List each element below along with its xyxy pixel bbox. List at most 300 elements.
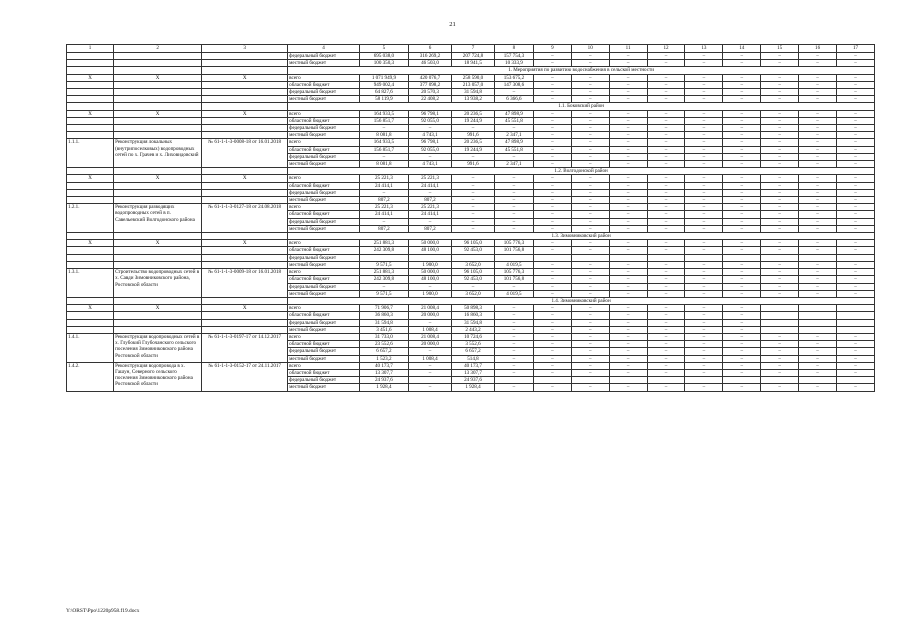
table-row (67, 117, 875, 124)
permit-number-cell (202, 247, 288, 254)
amount-cell: – (494, 333, 533, 340)
amount-cell (685, 254, 723, 261)
section-title: 1.1. Боковский район (288, 103, 875, 110)
permit-number-cell: Х (202, 240, 288, 247)
table-row (67, 81, 875, 88)
amount-cell: – (571, 132, 609, 139)
amount-cell: – (723, 60, 761, 67)
amount-cell: – (533, 197, 571, 204)
file-path-footer: Y:\ORST\Ppo\1220p958.f19.docx (66, 608, 140, 614)
amount-cell: – (609, 240, 647, 247)
item-number-cell (67, 189, 114, 196)
amount-cell: – (609, 305, 647, 312)
amount-cell: – (359, 218, 408, 225)
funding-source-cell: областной бюджет (288, 146, 360, 153)
amount-cell (799, 377, 837, 384)
amount-cell: 2 347,1 (494, 132, 533, 139)
amount-cell: – (494, 197, 533, 204)
amount-cell: – (837, 60, 875, 67)
amount-cell: – (571, 348, 609, 355)
amount-cell: – (494, 218, 533, 225)
amount-cell (408, 377, 451, 384)
amount-cell: – (647, 355, 685, 362)
amount-cell: 251 881,3 (359, 240, 408, 247)
amount-cell: – (451, 204, 494, 211)
amount-cell: – (761, 384, 799, 391)
amount-cell: – (761, 189, 799, 196)
amount-cell: – (799, 74, 837, 81)
amount-cell: – (571, 326, 609, 333)
amount-cell: – (723, 369, 761, 376)
amount-cell: – (837, 355, 875, 362)
amount-cell: – (799, 283, 837, 290)
amount-cell: 16 860,3 (451, 312, 494, 319)
amount-cell: – (571, 384, 609, 391)
item-number-cell: 1.4.1. (67, 333, 114, 362)
amount-cell: – (647, 125, 685, 132)
permit-number-cell (202, 53, 288, 60)
amount-cell: – (533, 312, 571, 319)
amount-cell: 991,6 (451, 161, 494, 168)
amount-cell: – (533, 240, 571, 247)
amount-cell: – (837, 362, 875, 369)
amount-cell: – (685, 153, 723, 160)
amount-cell: 48 100,0 (408, 276, 451, 283)
amount-cell: – (609, 60, 647, 67)
amount-cell: – (685, 110, 723, 117)
amount-cell (609, 254, 647, 261)
permit-number-cell: № 61-1-1-3-0197-17 от 14.12.2017 (202, 333, 288, 362)
amount-cell: – (685, 319, 723, 326)
amount-cell: – (609, 283, 647, 290)
amount-cell: – (494, 326, 533, 333)
amount-cell: – (799, 175, 837, 182)
column-number-cell: 11 (609, 45, 647, 53)
amount-cell: – (647, 153, 685, 160)
item-number-cell (67, 96, 114, 103)
amount-cell: 58 119,9 (359, 96, 408, 103)
amount-cell: – (723, 319, 761, 326)
funding-source-cell: федеральный бюджет (288, 377, 360, 384)
amount-cell: – (761, 146, 799, 153)
amount-cell: – (533, 146, 571, 153)
amount-cell: 31 733,0 (359, 333, 408, 340)
amount-cell: – (837, 53, 875, 60)
amount-cell: – (837, 161, 875, 168)
object-name-cell (114, 89, 202, 96)
amount-cell: – (799, 333, 837, 340)
item-number-cell (67, 182, 114, 189)
amount-cell: – (494, 153, 533, 160)
amount-cell: – (799, 60, 837, 67)
amount-cell: – (647, 139, 685, 146)
amount-cell: – (799, 53, 837, 60)
amount-cell (571, 377, 609, 384)
amount-cell: – (533, 218, 571, 225)
funding-source-cell: местный бюджет (288, 290, 360, 297)
permit-number-cell (202, 254, 288, 261)
amount-cell: – (609, 197, 647, 204)
amount-cell: – (647, 110, 685, 117)
amount-cell: – (571, 218, 609, 225)
section-row (67, 233, 875, 240)
permit-number-cell: Х (202, 175, 288, 182)
amount-cell: – (571, 74, 609, 81)
amount-cell: – (837, 81, 875, 88)
amount-cell: 164 933,5 (359, 110, 408, 117)
section-row (67, 67, 875, 74)
amount-cell: – (533, 110, 571, 117)
amount-cell: – (799, 182, 837, 189)
item-number-cell (67, 81, 114, 88)
object-name-cell: Реконструкция разводящих водопроводных сетей в п. Савельевский Волгодонского района (114, 204, 202, 233)
table-row (67, 125, 875, 132)
amount-cell: – (799, 276, 837, 283)
amount-cell: – (408, 283, 451, 290)
table-row (67, 189, 875, 196)
table-row (67, 362, 875, 369)
amount-cell: 807,2 (408, 197, 451, 204)
funding-source-cell: местный бюджет (288, 60, 360, 67)
amount-cell: 71 906,7 (359, 305, 408, 312)
amount-cell: – (723, 247, 761, 254)
amount-cell: – (761, 348, 799, 355)
amount-cell: – (571, 355, 609, 362)
amount-cell: – (761, 240, 799, 247)
amount-cell: – (837, 139, 875, 146)
column-number-cell: 17 (837, 45, 875, 53)
amount-cell: – (408, 362, 451, 369)
permit-number-cell (202, 189, 288, 196)
amount-cell: 695 038,0 (359, 53, 408, 60)
amount-cell: – (609, 74, 647, 81)
funding-source-cell: федеральный бюджет (288, 283, 360, 290)
amount-cell: – (761, 89, 799, 96)
amount-cell: – (571, 53, 609, 60)
amount-cell: – (837, 146, 875, 153)
amount-cell: – (723, 355, 761, 362)
amount-cell: 45 551,8 (494, 117, 533, 124)
amount-cell: 50 898,3 (451, 305, 494, 312)
amount-cell: – (533, 139, 571, 146)
amount-cell: – (761, 53, 799, 60)
amount-cell: – (451, 211, 494, 218)
permit-number-cell (202, 261, 288, 268)
amount-cell: 101 756,8 (494, 247, 533, 254)
section-spacer-cell (202, 233, 288, 240)
item-number-cell (67, 261, 114, 268)
amount-cell: – (685, 355, 723, 362)
amount-cell: – (533, 225, 571, 232)
amount-cell: – (533, 247, 571, 254)
object-name-cell: Реконструкция водопроводных сетей в х. Глубокий Глубочанского сельского поселения Зимовниковского района Ростовской области (114, 333, 202, 362)
amount-cell: – (533, 261, 571, 268)
table-row (67, 182, 875, 189)
amount-cell: – (723, 125, 761, 132)
amount-cell: – (533, 211, 571, 218)
amount-cell (494, 377, 533, 384)
amount-cell: – (723, 153, 761, 160)
amount-cell: – (685, 225, 723, 232)
permit-number-cell: № 61-1-1-3-0009-18 от 16.01.2018 (202, 269, 288, 298)
amount-cell: – (609, 261, 647, 268)
amount-cell: – (533, 60, 571, 67)
amount-cell: 36 860,3 (359, 312, 408, 319)
amount-cell: – (723, 161, 761, 168)
amount-cell: – (359, 283, 408, 290)
amount-cell: – (609, 139, 647, 146)
amount-cell: – (647, 247, 685, 254)
amount-cell: – (571, 240, 609, 247)
object-name-cell: Реконструкция водопровода в х. Гашун, Северного сельского поселения Зимовниковского района Ростовской области (114, 362, 202, 391)
amount-cell: – (761, 341, 799, 348)
amount-cell: – (647, 261, 685, 268)
object-name-cell (114, 53, 202, 60)
amount-cell: – (571, 189, 609, 196)
amount-cell: – (723, 96, 761, 103)
funding-source-cell: федеральный бюджет (288, 348, 360, 355)
amount-cell: – (799, 362, 837, 369)
amount-cell: – (494, 211, 533, 218)
item-number-cell (67, 89, 114, 96)
amount-cell: – (533, 333, 571, 340)
table-row (67, 312, 875, 319)
permit-number-cell (202, 182, 288, 189)
amount-cell: – (609, 269, 647, 276)
amount-cell: – (359, 125, 408, 132)
object-name-cell (114, 197, 202, 204)
amount-cell (761, 319, 799, 326)
budget-table-sheet (66, 44, 875, 392)
amount-cell: – (799, 384, 837, 391)
amount-cell: – (761, 369, 799, 376)
amount-cell: – (647, 161, 685, 168)
amount-cell: – (533, 81, 571, 88)
amount-cell: 92 055,0 (408, 117, 451, 124)
amount-cell: – (609, 175, 647, 182)
amount-cell: 3 652,0 (451, 261, 494, 268)
amount-cell: – (609, 290, 647, 297)
amount-cell: 101 756,8 (494, 276, 533, 283)
funding-source-cell: местный бюджет (288, 161, 360, 168)
column-number-cell: 5 (359, 45, 408, 53)
amount-cell (761, 377, 799, 384)
amount-cell: – (647, 89, 685, 96)
amount-cell: – (723, 182, 761, 189)
amount-cell: – (533, 89, 571, 96)
column-number-cell: 14 (723, 45, 761, 53)
amount-cell: 242 309,8 (359, 276, 408, 283)
amount-cell: – (609, 161, 647, 168)
amount-cell: – (571, 341, 609, 348)
table-row (67, 269, 875, 276)
amount-cell: – (837, 204, 875, 211)
amount-cell: – (723, 290, 761, 297)
funding-source-cell: всего (288, 175, 360, 182)
permit-number-cell: Х (202, 74, 288, 81)
amount-cell: – (647, 283, 685, 290)
amount-cell: – (494, 204, 533, 211)
amount-cell: – (685, 89, 723, 96)
amount-cell: – (685, 290, 723, 297)
amount-cell: – (571, 161, 609, 168)
amount-cell: – (408, 384, 451, 391)
amount-cell: 96 105,0 (451, 240, 494, 247)
amount-cell: – (799, 81, 837, 88)
amount-cell (799, 326, 837, 333)
amount-cell: – (571, 139, 609, 146)
funding-source-cell: областной бюджет (288, 247, 360, 254)
amount-cell: – (647, 189, 685, 196)
amount-cell: 40 173,7 (359, 362, 408, 369)
amount-cell: – (685, 276, 723, 283)
amount-cell: – (799, 261, 837, 268)
amount-cell: – (533, 175, 571, 182)
table-row (67, 132, 875, 139)
amount-cell: – (685, 247, 723, 254)
amount-cell: 19 244,9 (451, 146, 494, 153)
amount-cell: 92 453,0 (451, 247, 494, 254)
amount-cell: – (761, 269, 799, 276)
amount-cell: 807,2 (408, 225, 451, 232)
funding-source-cell: федеральный бюджет (288, 89, 360, 96)
funding-source-cell: федеральный бюджет (288, 319, 360, 326)
section-spacer-cell (114, 297, 202, 304)
table-row (67, 139, 875, 146)
amount-cell: – (571, 197, 609, 204)
amount-cell: – (494, 175, 533, 182)
amount-cell: – (571, 333, 609, 340)
amount-cell: – (799, 269, 837, 276)
table-row (67, 254, 875, 261)
amount-cell: 13 938,2 (451, 96, 494, 103)
amount-cell: 20 000,0 (408, 341, 451, 348)
amount-cell: – (723, 89, 761, 96)
permit-number-cell (202, 312, 288, 319)
amount-cell: – (408, 369, 451, 376)
amount-cell: 8 081,8 (359, 161, 408, 168)
amount-cell: – (799, 204, 837, 211)
amount-cell: – (799, 96, 837, 103)
amount-cell: – (571, 146, 609, 153)
amount-cell: – (647, 326, 685, 333)
amount-cell: – (837, 197, 875, 204)
amount-cell: – (533, 369, 571, 376)
amount-cell: – (609, 53, 647, 60)
amount-cell: 19 244,9 (451, 117, 494, 124)
amount-cell: – (571, 319, 609, 326)
amount-cell: – (533, 153, 571, 160)
amount-cell: – (685, 175, 723, 182)
amount-cell: 251 881,3 (359, 269, 408, 276)
amount-cell: – (685, 261, 723, 268)
amount-cell: – (761, 197, 799, 204)
permit-number-cell: Х (202, 110, 288, 117)
funding-source-cell: областной бюджет (288, 369, 360, 376)
amount-cell: – (837, 240, 875, 247)
amount-cell: 92 055,0 (408, 146, 451, 153)
amount-cell: – (685, 312, 723, 319)
item-number-cell (67, 132, 114, 139)
amount-cell: – (494, 189, 533, 196)
amount-cell: – (571, 204, 609, 211)
permit-number-cell (202, 96, 288, 103)
section-title: 1.3. Зимовниковский район (288, 233, 875, 240)
amount-cell: – (723, 197, 761, 204)
funding-source-cell: областной бюджет (288, 117, 360, 124)
amount-cell: – (533, 132, 571, 139)
amount-cell: 6 657,2 (451, 348, 494, 355)
object-name-cell (114, 125, 202, 132)
permit-number-cell: Х (202, 305, 288, 312)
amount-cell: – (647, 60, 685, 67)
amount-cell: – (799, 369, 837, 376)
amount-cell: – (799, 132, 837, 139)
amount-cell: – (533, 204, 571, 211)
amount-cell: – (799, 355, 837, 362)
amount-cell: – (408, 153, 451, 160)
amount-cell: 1 900,0 (408, 261, 451, 268)
amount-cell: – (533, 290, 571, 297)
amount-cell: – (685, 384, 723, 391)
amount-cell: – (533, 283, 571, 290)
section-spacer-cell (114, 233, 202, 240)
amount-cell: – (451, 153, 494, 160)
amount-cell: 10 724,6 (451, 333, 494, 340)
funding-source-cell: федеральный бюджет (288, 189, 360, 196)
amount-cell: – (837, 96, 875, 103)
amount-cell: – (837, 341, 875, 348)
table-row (67, 261, 875, 268)
item-number-cell (67, 125, 114, 132)
amount-cell: – (685, 53, 723, 60)
amount-cell: – (609, 319, 647, 326)
amount-cell: 420 076,7 (408, 74, 451, 81)
amount-cell: – (685, 189, 723, 196)
permit-number-cell (202, 319, 288, 326)
object-name-cell (114, 96, 202, 103)
permit-number-cell (202, 89, 288, 96)
amount-cell (723, 254, 761, 261)
amount-cell: – (609, 189, 647, 196)
amount-cell: – (609, 153, 647, 160)
section-spacer-cell (114, 103, 202, 110)
amount-cell (799, 312, 837, 319)
amount-cell: – (533, 161, 571, 168)
amount-cell: – (761, 60, 799, 67)
table-body (67, 45, 875, 392)
object-name-cell (114, 132, 202, 139)
amount-cell: – (723, 189, 761, 196)
amount-cell (837, 319, 875, 326)
item-number-cell: Х (67, 305, 114, 312)
object-name-cell (114, 182, 202, 189)
amount-cell: – (609, 81, 647, 88)
amount-cell: – (799, 290, 837, 297)
amount-cell: – (837, 153, 875, 160)
column-number-cell: 4 (288, 45, 360, 53)
amount-cell: 24 937,6 (451, 377, 494, 384)
section-spacer-cell (67, 297, 114, 304)
amount-cell: 50 000,0 (408, 240, 451, 247)
amount-cell: – (723, 305, 761, 312)
amount-cell: 807,2 (359, 197, 408, 204)
amount-cell: 24 414,1 (408, 211, 451, 218)
amount-cell: – (647, 96, 685, 103)
amount-cell: – (799, 247, 837, 254)
section-spacer-cell (114, 168, 202, 175)
amount-cell: – (685, 211, 723, 218)
